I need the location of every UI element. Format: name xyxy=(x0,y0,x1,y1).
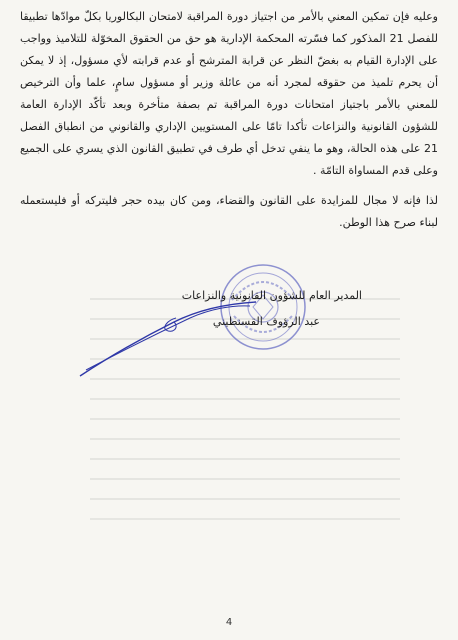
handwritten-signature xyxy=(72,300,262,380)
signatory-title: المدير العام للشؤون القانونية والنزاعات xyxy=(181,289,362,302)
page-number: 4 xyxy=(225,617,233,628)
paragraph-ruling: وعليه فإن تمكين المعني بالأمر من اجتياز دورة المراقبة لامتحان البكالوريا بكلّ موادّها تطبيقا للفصل 21 المذكور كما فسّرته المحكمة الإدارية هو حق من الحقوق المخوّلة للتلاميذ وواجب على الإدارة القيام به بغضّ النظر عن قرابة المترشح أو عدم قرابته لأي مسؤول، إذ لا يمكن أن يحرم تلميذ من حقوقه لمجرد أنه من عائلة وزير أو مسؤول سامٍ، علما وأن الترخيص للمعني بالأمر باجتياز امتحانات دورة المراقبة تم بصفة متأخرة وبعد تأكّد الإدارة العامة للشؤون القانونية والنزاعات تأكدا تامّا على المستويين الإداري والقانوني من انطباق الفصل 21 على هذه الحالة، وهو ما ينفي تدخل أي طرف في تطبيق القانون الذي يسري على الجميع وعلى قدم المساواة التامّة . xyxy=(20,10,438,177)
paragraph-conclusion: لذا فإنه لا مجال للمزايدة على القانون والقضاء، ومن كان بيده حجر فليتركه أو فليستعمله لبناء صرح هذا الوطن. xyxy=(20,194,438,229)
signatory-name: عبد الرؤوف القسنطيني xyxy=(212,315,320,328)
document-body xyxy=(20,6,438,234)
